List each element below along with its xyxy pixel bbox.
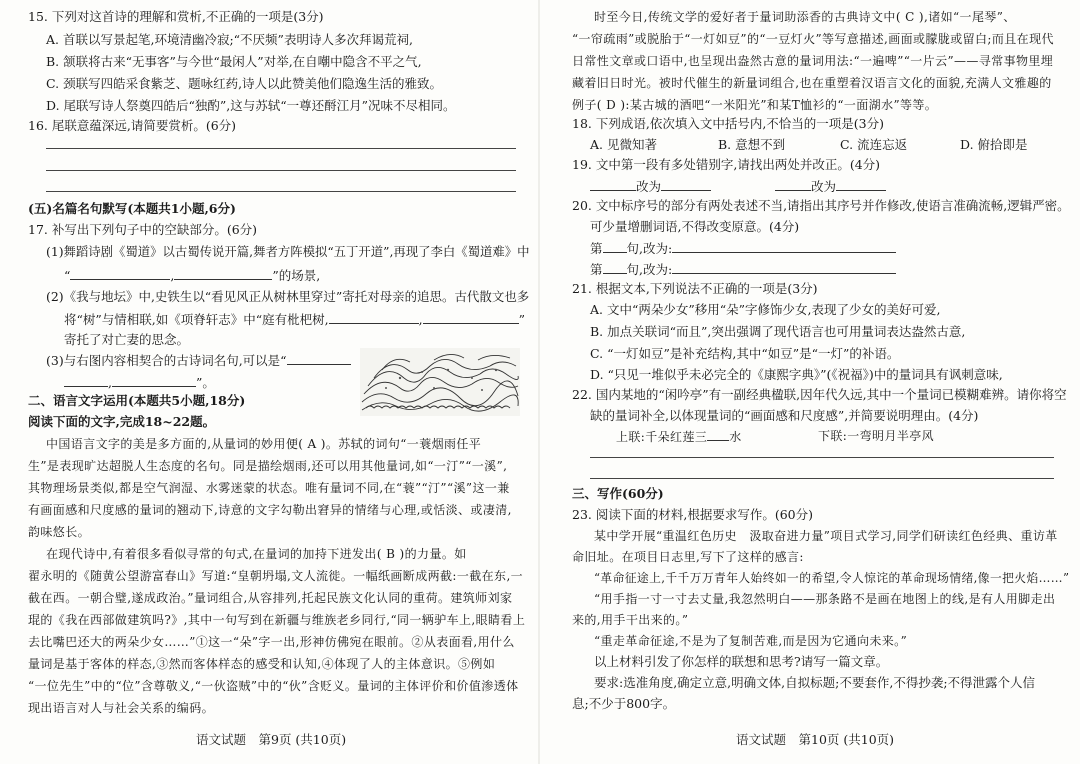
couplet-lower: 下联:一弯明月半亭风	[818, 429, 935, 443]
q21-option-a: A. 文中“两朵少女”移用“朵”字修饰少女,表现了少女的美好可爱,	[590, 302, 941, 317]
passage-line: 截在西。一朝合璧,遂成政治。”量词组合,从容排列,托起民族文化认同的重荷。建筑师刘家	[28, 591, 513, 605]
q23-stem: 23. 阅读下面的材料,根据要求写作。(60分)	[572, 507, 813, 522]
q23-requirements: 要求:选准角度,确定立意,明确文体,自拟标题;不要套作,不得抄袭;不得泄露个人信	[594, 675, 1036, 690]
q23-material: 来的,用手干出来的。”	[572, 613, 689, 627]
answer-line	[46, 170, 516, 171]
passage-line: 中国语言文字的美是多方面的,从量词的妙用便( A )。苏轼的词句“一蓑烟雨任平	[46, 437, 482, 451]
answer-line	[46, 148, 516, 149]
q20-stem2: 可少量增删词语,不得改变原意。(4分)	[590, 219, 800, 234]
section5-title: (五)名篇名句默写(本题共1小题,6分)	[28, 201, 236, 216]
passage-line: “一位先生”中的“位”含尊敬义,“一伙盗贼”中的“伙”含贬义。量词的主体评价和价值渗透体	[28, 679, 519, 693]
q21-option-b: B. 加点关联词“而且”,突出强调了现代语言也可用量词表达盎然古意,	[590, 324, 966, 339]
passage-line: 琨的《我在西部做建筑吗?》,其中一句写到在新疆与维族老乡同行,“同一辆驴车上,眼睛看上	[28, 613, 526, 627]
answer-line	[590, 478, 1054, 479]
section3-title: 三、写作(60分)	[572, 486, 664, 501]
q19-answer-row: 改为 改为	[590, 178, 886, 195]
q23-material: 某中学开展“重温红色历史 汲取奋进力量”项目式学习,同学们研读红色经典、重访革	[594, 529, 1058, 543]
q15-option-c: C. 颈联写四皓采食紫芝、题咏红药,诗人以此赞美他们隐逸生活的雅致。	[46, 76, 443, 91]
q23-requirements: 息;不少于800字。	[572, 696, 676, 711]
section2-title: 二、语言文字运用(本题共5小题,18分)	[28, 393, 246, 408]
passage-line: “一帘疏雨”或脱胎于“一灯如豆”的“一豆灯火”等写意描述,画面或朦胧或留白;而且在现代	[572, 32, 1054, 46]
q18-option-b: B. 意想不到	[718, 137, 786, 152]
q23-material: “重走革命征途,不是为了复制苦难,而是因为它通向未来。”	[594, 634, 908, 648]
q21-stem: 21. 根据文本,下列说法不正确的一项是(3分)	[572, 281, 818, 296]
passage-line: 生”是表现旷达超脱人生态度的名句。同是描绘烟雨,还可以用其他量词,如“一汀”“一溪”,	[28, 459, 508, 473]
q23-material: “革命征途上,千千万万青年人始终如一的希望,令人惊诧的革命现场情绪,像一把火焰……”	[594, 571, 1070, 585]
passage-line: 有画面感和尺度感的量词的翘动下,诗意的文字勾勒出窘异的情绪与心理,或恬淡、或凄清,	[28, 503, 512, 517]
passage-line: 量词是基于客体的样态,③然而客体样态的感受和认知,④体现了人的主体意识。⑤例如	[28, 657, 496, 671]
passage-line: 其物理场景类似,都是空气润湿、水雾迷蒙的状态。唯有量词不同,在“蓑”“汀”“溪”这一兼	[28, 481, 510, 495]
q18-option-a: A. 见微知著	[590, 137, 657, 152]
q17-s2a: (2)《我与地坛》中,史铁生以“看见风正从树林里穿过”寄托对母亲的追思。古代散文也多	[46, 289, 530, 304]
q21-option-d: D. “只见一堆似乎未必完全的《康熙字典》”(《祝福》)中的量词具有讽刺意味,	[590, 367, 1003, 382]
answer-line	[590, 457, 1054, 458]
q17-s1b: “ , ”的场景,	[64, 268, 321, 283]
answer-line	[46, 191, 516, 192]
q17-s1a: (1)舞蹈诗剧《蜀道》以古蜀传说开篇,舞者方阵模拟“五丁开道”,再现了李白《蜀道难》中	[46, 245, 530, 259]
page-footer: 语文试题 第10页 (共10页)	[736, 732, 895, 747]
q20-stem: 20. 文中标序号的部分有两处表述不当,请指出其序号并作修改,使语言准确流畅,逻辑严密。	[572, 198, 1070, 213]
q17-s2b: 将“树”与情相联,如《项脊轩志》中“庭有枇杷树, , ”	[64, 312, 525, 327]
q23-material: 命旧址。在项目日志里,写下了这样的感言:	[572, 550, 804, 564]
passage-line: 现出语言对人与社会关系的编码。	[28, 701, 215, 715]
q16-stem: 16. 尾联意蕴深远,请简要赏析。(6分)	[28, 118, 237, 133]
q20-answer-row-1: 第 句,改为:	[590, 240, 896, 257]
q22-stem2: 缺的量词补全,以体现量词的“画面感和尺度感”,并简要说明理由。(4分)	[590, 408, 979, 423]
q17-s3b: , ”。	[64, 374, 215, 391]
q15-stem: 15. 下列对这首诗的理解和赏析,不正确的一项是(3分)	[28, 9, 324, 24]
q18-stem: 18. 下列成语,依次填入文中括号内,不恰当的一项是(3分)	[572, 116, 885, 131]
passage-line: 在现代诗中,有着很多看似寻常的句式,在量词的加持下迸发出( B )的力量。如	[46, 547, 467, 561]
q23-material: “用手指一寸一寸去丈量,我忽然明白——那条路不是画在地图上的线,是有人用脚走出	[594, 592, 1056, 606]
q18-option-c: C. 流连忘返	[840, 137, 908, 152]
ocean-wave-picture	[360, 348, 520, 416]
passage-line: 藏着旧日时光。被时代催生的新量词组合,也在重塑着汉语言文化的面貌,充满人文雅趣的	[572, 76, 1052, 90]
page-footer: 语文试题 第9页 (共10页)	[196, 732, 347, 747]
q17-stem: 17. 补写出下列句子中的空缺部分。(6分)	[28, 222, 258, 237]
q18-option-d: D. 俯拾即是	[960, 137, 1028, 152]
q17-s3a: (3)与右图内容相契合的古诗词名句,可以是“	[46, 352, 351, 369]
q15-option-d: D. 尾联写诗人祭奠四皓后“独酌”,这与苏轼“一尊还酹江月”况味不尽相同。	[46, 98, 456, 113]
reading-instruction: 阅读下面的文字,完成18~22题。	[28, 414, 216, 429]
q22-stem: 22. 国内某地的“闲吟亭”有一副经典楹联,因年代久远,其中一个量词已模糊难辨。请你将空	[572, 387, 1067, 402]
q15-option-b: B. 颔联将古来“无事客”与今世“最闲人”对举,在自嘲中隐含不平之气,	[46, 54, 422, 69]
couplet-upper: 上联:千朵红莲三 水	[616, 430, 742, 444]
q21-option-c: C. “一灯如豆”是补充结构,其中“如豆”是“一灯”的补语。	[590, 346, 900, 361]
passage-line: 例子( D ):某古城的酒吧“一米阳光”和某T恤衫的“一面湖水”等等。	[572, 98, 938, 112]
right-page	[540, 0, 1080, 764]
q23-prompt: 以上材料引发了你怎样的联想和思考?请写一篇文章。	[594, 654, 889, 669]
passage-line: 韵味悠长。	[28, 525, 91, 539]
q15-option-a: A. 首联以写景起笔,环境清幽冷寂;“不厌频”表明诗人多次拜谒荒祠,	[46, 32, 413, 47]
passage-line: 时至今日,传统文学的爱好者于量词助添香的古典诗文中( C ),诸如“一尾琴”、	[594, 10, 1016, 24]
q17-s2c: 寄托了对亡妻的思念。	[64, 332, 190, 347]
passage-line: 去比嘴巴还大的两朵少女……”①这一“朵”字一出,形神仿佛宛在眼前。②从表面看,用什么	[28, 635, 515, 649]
q20-answer-row-2: 第 句,改为:	[590, 261, 896, 278]
passage-line: 翟永明的《随黄公望游富春山》写道:“皇朝坍塌,文人流徙。一幅纸画断成两截:一截在东,一	[28, 569, 524, 583]
passage-line: 日常性文章或口语中,也呈现出盎然古意的量词用法:“一遍啤”“一片云”——寻常事物里埋	[572, 54, 1054, 68]
q19-stem: 19. 文中第一段有多处错别字,请找出两处并改正。(4分)	[572, 157, 881, 172]
